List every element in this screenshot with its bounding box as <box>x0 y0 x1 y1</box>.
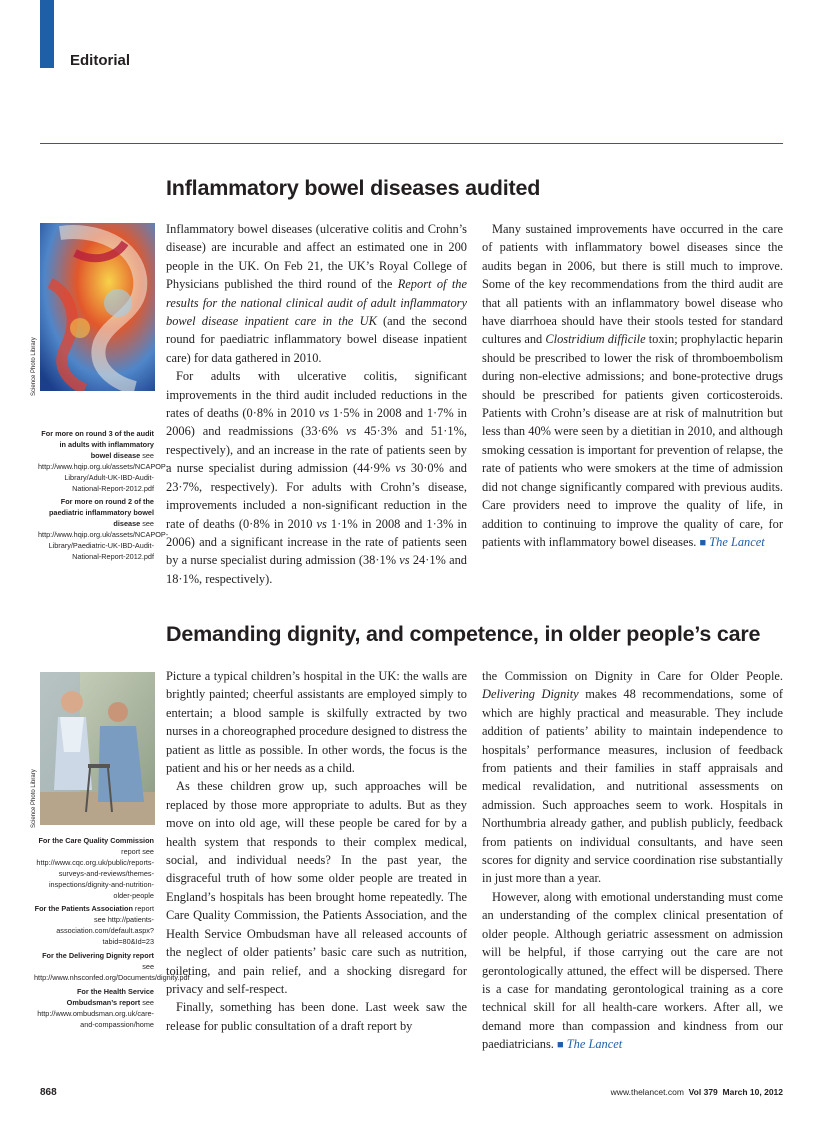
journal-footer <box>560 1087 783 1097</box>
paragraph: the Commission on Dignity in Care for Older People. Delivering Dignity makes 48 recommendations, some of which are highly practical and measurable. They include addition of patients’ ability to maintain independence to hospitals’ performance measures, inclusion of feedback from patients and their families in staff appraisals and medical revalidation, and nutritional assessments on admission. Such approaches seem to work. Hospitals in Northumbria already gather, and publish publicly, feedback from patients on individual consultants, and have seen scores for dignity and service coordination rise substantially in just more than a year. <box>482 669 783 886</box>
article-2-photo <box>40 672 155 825</box>
paragraph: As these children grow up, such approaches will be replaced by those more appropriate to adults. But as they move on into old age, will these people be cared for by a health system that responds to their complex medical, social, and individual needs? In the past year, the disgraceful truth of how some older people are treated in England’s hospitals has been brought home repeatedly. The Care Quality Commission, the Patients Association, and the Health Service Ombudsman have all released accounts of the neglect of older patients’ basic care such as nutrition, toileting, and pain relief, and a shocking disregard for privacy and self-respect. <box>166 779 467 996</box>
byline: The Lancet <box>709 534 765 549</box>
side-note: For the Delivering Dignity report see http://www.nhsconfed.org/Documents/dignity.pdf <box>34 951 190 982</box>
section-label: Editorial <box>70 52 131 69</box>
colon-xray-image <box>40 223 155 391</box>
article-1-column-left <box>166 220 467 588</box>
paragraph: Finally, something has been done. Last week saw the release for public consultation of a draft report by <box>166 1000 467 1033</box>
paragraph: Inflammatory bowel diseases (ulcerative colitis and Crohn’s disease) are incurable and affect an estimated one in 200 people in the UK. On Feb 21, the UK’s Royal College of Physicians published the third round of the Report of the results for the national clinical audit of adult inflammatory bowel disease inpatient care in the UK (and the second round for paediatric inflammatory bowel disease inpatient care) for data gathered in 2010. <box>166 222 467 365</box>
photo-credit: Science Photo Library <box>31 769 37 828</box>
article-2-column-right <box>482 667 783 1055</box>
photo-credit: Science Photo Library <box>31 337 37 396</box>
side-note: For the Patients Association report see http://patients-association.com/default.aspx?tabid=80&Id=23 <box>34 904 154 947</box>
section-color-bar <box>40 0 54 68</box>
side-note: For more on round 2 of the paediatric inflammatory bowel disease see http://www.hqip.org.uk/assets/NCAPOP-Library/Paediatric-UK-IBD-Audit-National-Report-2012.pdf <box>38 497 169 561</box>
article-2-side-notes <box>34 836 190 1033</box>
journal-volume: Vol 379 <box>688 1087 718 1097</box>
article-1-column-right <box>482 220 783 552</box>
elderly-care-photo <box>40 672 155 825</box>
paragraph: However, along with emotional understanding must come an understanding of the complex clinical presentation of older people. Although geriatric assessment on admission will be helpful, if those carrying out the care are not gerontologically attuned, the effect will be dispersed. There is a case for mandating gerontological training as a core technical skill for all health-care workers. After all, we demand more than compassion and kindness from our paediatricians. ■ The Lancet <box>482 889 783 1052</box>
journal-site: www.thelancet.com <box>610 1087 684 1097</box>
paragraph: Picture a typical children’s hospital in the UK: the walls are brightly painted; cheerful assistants are employed simply to entertain; a blood sample is skilfully extracted by two nurses in a choreographed procedure designed to distress the patient as little as possible. In other words, the focus is the patient and his or her needs as a child. <box>166 669 467 776</box>
article-1-photo <box>40 223 155 391</box>
article-2-title: Demanding dignity, and competence, in older people’s care <box>166 622 761 646</box>
paragraph: Many sustained improvements have occurred in the care of patients with inflammatory bowel diseases since the audits began in 2006, but there is still much to improve. Some of the key recommendations from the third audit are that all patients with an inflammatory bowel disease who have diarrhoea should have their stools tested for standard cultures and Clostridium difficile toxin; prophylactic heparin should be prescribed to lower the risk of thromboembolism during non-elective admissions; and bone-protective drugs should be prescribed for patients given corticosteroids. Patients with Crohn’s disease are at risk of malnutrition but less than 40% were seen by a dietitian in 2010, and although smoking cessation is important for prevention of relapse, the rate of patients who were smokers at the time of admission did not change significantly compared with previous audits. Care providers need to improve the quality of life, in addition to continuing to improve the quality of care, for patients with inflammatory bowel diseases. ■ The Lancet <box>482 222 783 549</box>
page-number: 868 <box>40 1087 57 1098</box>
article-1-side-notes <box>38 429 169 566</box>
end-mark: ■ <box>699 536 707 549</box>
end-mark: ■ <box>557 1039 564 1052</box>
article-2-column-left <box>166 667 467 1035</box>
issue-date: March 10, 2012 <box>722 1087 783 1097</box>
side-note: For the Care Quality Commission report see http://www.cqc.org.uk/public/reports-surveys-and-reviews/themes-inspections/dignity-and-nutrition-older-people <box>36 836 154 900</box>
byline: The Lancet <box>566 1037 623 1052</box>
side-note: For more on round 3 of the audit in adults with inflammatory bowel disease see http://www.hqip.org.uk/assets/NCAPOP-Library/Adult-UK-IBD-Audit-National-Report-2012.pdf <box>38 429 169 493</box>
paragraph: For adults with ulcerative colitis, significant improvements in the third audit included reductions in the rates of deaths (0·8% in 2010 vs 1·5% in 2008 and 1·7% in 2006) and readmissions (33·6% vs 45·3% and 51·1%, respectively), and an increase in the rate of patients seen by a nurse specialist during admission (44·9% vs 30·0% and 23·7%, respectively). For adults with Crohn’s disease, improvements included a non-significant reduction in the rate of deaths (0·8% in 2010 vs 1·1% in 2008 and 1·3% in 2006) and a significant increase in the rate of patients seen by a nurse specialist during admission (38·1% vs 24·1% and 18·1%, respectively). <box>166 369 467 586</box>
header-rule <box>40 143 783 144</box>
side-note: For the Health Service Ombudsman’s report see http://www.ombudsman.org.uk/care-and-compassion/home <box>37 986 154 1029</box>
article-1-title: Inflammatory bowel diseases audited <box>166 176 541 200</box>
